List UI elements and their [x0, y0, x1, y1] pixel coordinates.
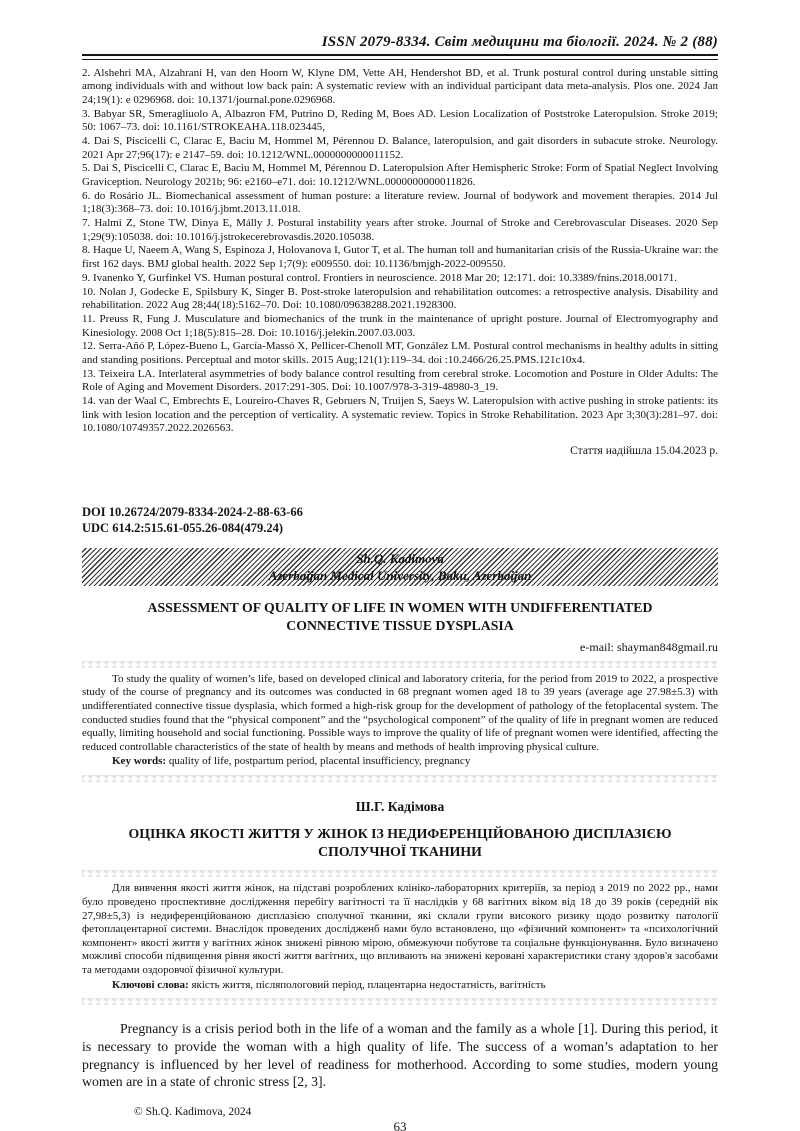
reference-item: 10. Nolan J, Godecke E, Spilsbury K, Singer B. Post-stroke lateropulsion and rehabilitation outcomes: a retrospective analysis. Disability and rehabilitation. 2022 Aug 28;44(18):5162–70. Doi: 10.1080/09638288.2021.1928300.	[82, 285, 718, 312]
udc-line: UDC 614.2:515.61-055.26-084(479.24)	[82, 520, 284, 535]
separator-zigzag-ua	[82, 870, 718, 877]
article-title-en: ASSESSMENT OF QUALITY OF LIFE IN WOMEN WITH UNDIFFERENTIATED CONNECTIVE TISSUE DYSPLASIA	[147, 600, 653, 633]
reference-item: 3. Babyar SR, Smeragliuolo A, Albazron FM, Putrino D, Reding M, Boes AD. Lesion Localization of Poststroke Lateropulsion. Stroke 2019; 50: 1067–73. doi: 10.1161/STROKEAHA.118.023445,	[82, 107, 718, 134]
references-list	[82, 67, 718, 437]
reference-item: 6. do Rosário JL. Biomechanical assessment of human posture: a literature review. Journal of bodywork and movement therapies. 2014 Jul 1;18(3):368–73. doi: 10.1016/j.jbmt.2013.11.018.	[82, 189, 718, 216]
journal-issn-header: ISSN 2079-8334. Світ медицини та біології. 2024. № 2 (88)	[321, 34, 718, 50]
reference-item: 8. Haque U, Naeem A, Wang S, Espinoza J, Holovanova I, Gutor T, et al. The human toll and humanitarian crisis of the Russia-Ukraine war: the first 162 days. BMJ global health. 2022 Sep 1;7(9): e009550. doi: 10.1136/bmjgh-2022-009550.	[82, 244, 718, 271]
page-number: 63	[393, 1118, 407, 1131]
body-paragraph: Pregnancy is a crisis period both in the life of a woman and the family as a whole [1]. During this period, it is necessary to provide the woman with a high quality of life. The success of a woman’s adaptation to her pregnancy is influenced by her level of readiness for motherhood. According to some studies, modern young women are in a state of chronic stress [2, 3].	[82, 1021, 718, 1090]
reference-item: 7. Halmi Z, Stone TW, Dinya E, Málly J. Postural instability years after stroke. Journal of Stroke and Cerebrovascular Diseases. 2020 Sep 1;29(9):105038. doi: 10.1016/j.jstrokecerebrovasdis.2020.105038.	[82, 217, 718, 243]
article-received-date: Стаття надійшла 15.04.2023 р.	[570, 445, 718, 458]
keywords-en	[82, 755, 718, 769]
reference-item: 13. Teixeira LA. Interlateral asymmetries of body balance control resulting from cerebral stroke. Locomotion and Posture in Older Adults: The Role of Aging and Movement Disorders. 2017:291-305. Doi: 10.1007/978-3-319-48980-3_19.	[82, 367, 718, 394]
reference-item: 11. Preuss R, Fung J. Musculature and biomechanics of the trunk in the maintenance of upright posture. Journal of Electromyography and Kinesiology. 2008 Oct 1;18(5):815–28. Doi: 10.1016/j.jelekin.2007.03.003.	[82, 312, 718, 339]
reference-item: 4. Dai S, Piscicelli C, Clarac E, Baciu M, Hommel M, Pérennou D. Balance, lateropulsion, and gait disorders in subacute stroke. Neurology. 2021 Apr 27;96(17): e 2147–59. doi: 10.1212/WNL.0000000000011152.	[82, 134, 718, 161]
author-hatched-band	[82, 548, 718, 586]
reference-item: 14. van der Waal C, Embrechts E, Loureiro-Chaves R, Gebruers N, Truijen S, Saeys W. Lateropulsion with active pushing in stroke patients: its link with lesion location and the perception of verticality. A systematic review. Topics in Stroke Rehabilitation. 2023 Apr 3;30(3):281–97. doi: 10.1080/10749357.2022.2026563.	[82, 395, 718, 435]
abstract-en-block	[82, 673, 718, 769]
separator-zigzag-middle	[82, 775, 718, 782]
article-title-ua: ОЦІНКА ЯКОСТІ ЖИТТЯ У ЖІНОК ІЗ НЕДИФЕРЕНЦІЙОВАНОЮ ДИСПЛАЗІЄЮ СПОЛУЧНОЇ ТКАНИНИ	[128, 826, 672, 859]
affiliation-en: Azerbaijan Medical University, Baku, Azerbaijan	[268, 568, 532, 584]
copyright-line: © Sh.Q. Kadimova, 2024	[134, 1105, 252, 1118]
reference-item: 9. Ivanenko Y, Gurfinkel VS. Human postural control. Frontiers in neuroscience. 2018 Mar 20; 12:171. doi: 10.3389/fnins.2018.00171.	[82, 271, 677, 284]
author-name-ua: Ш.Г. Кадімова	[355, 799, 445, 814]
keywords-ua-text: якість життя, післяпологовий період, плацентарна недостатність, вагітність	[191, 978, 546, 991]
abstract-ua-block	[82, 882, 718, 992]
email-line: e-mail: shayman848gmail.ru	[580, 639, 718, 654]
reference-item: 5. Dai S, Piscicelli C, Clarac E, Baciu M, Hommel M, Pérennou D. Lateropulsion After Hemispheric Stroke: Form of Spatial Neglect Involving Graviception. Neurology 2021b; 96: e2160–e71. doi: 10.1212/WNL.0000000000011826.	[82, 162, 718, 188]
reference-item: 2. Alshehri MA, Alzahrani H, van den Hoorn W, Klyne DM, Vette AH, Hendershot BD, et al. Trunk postural control during unstable sitting among individuals with and without low back pain: A systematic review with an individual participant data meta-analysis. Plos one. 2024 Jan 24;19(1): e 0296968. doi: 10.1371/journal.pone.0296968.	[82, 66, 718, 106]
separator-zigzag-top	[82, 661, 718, 668]
abstract-en: To study the quality of women’s life, based on developed clinical and laboratory criteria, for the period from 2019 to 2022, a prospective study of the course of pregnancy and its outcomes was conducted in 68 pregnant women aged 18 to 39 years (average age 27.98±5.3) with undifferentiated connective tissue dysplasia, which formed a high-risk group for the development of pathology of the fetoplacental system. The conducted studies found that the “physical component” and the “psychological component” of the quality of life in pregnant women are reduced equally, limiting household and social functioning. Possible ways to improve the quality of life of pregnant women were identified, affecting the reduced controllable characteristics of the state of health by means and methods of health improving physical culture.	[82, 672, 718, 753]
separator-zigzag-bottom	[82, 998, 718, 1005]
keywords-en-label: Key words:	[112, 755, 169, 768]
author-name-en: Sh.Q. Kadimova	[356, 551, 444, 567]
keywords-ua-label: Ключові слова:	[112, 978, 192, 991]
reference-item: 12. Serra-Añó P, López-Bueno L, García-Massó X, Pellicer-Chenoll MT, González LM. Postural control mechanisms in healthy adults in sitting and standing positions. Perceptual and motor skills. 2015 Aug;121(1):119–34. doi :10.2466/26.25.PMS.121c10x4.	[82, 340, 718, 366]
abstract-ua: Для вивчення якості життя жінок, на підставі розроблених клініко-лабораторних критеріїв, за період з 2019 по 2022 рр., нами було проведено проспективне дослідження перебігу вагітності та її наслідків у 68 вагітних віком від 18 до 39 років (середній вік 27,98±5,3) із недиференційованою дисплазією сполучної тканини, які склали групи високого ризику щодо розвитку патології фетоплацентарної системи. Внаслідок проведених дослідженб нами було встановлено, що «фізичний компонент» та «психологічний компонент» якості життя у вагітних жінок знижені рівною мірою, обмежуючи побутове та соціальне функціонування. Було визначено можливі способи підвищення рівня якості життя вагітних, що впливають на знижені керовані характеристики стану здоров'я засобами та методами оздоровчої фізичної культури.	[82, 882, 718, 977]
keywords-en-text: quality of life, postpartum period, placental insufficiency, pregnancy	[168, 755, 471, 768]
header-rule	[82, 54, 718, 60]
doi-udc-block	[82, 505, 718, 536]
keywords-ua	[82, 979, 718, 993]
doi-line: DOI 10.26724/2079-8334-2024-2-88-63-66	[82, 505, 303, 520]
